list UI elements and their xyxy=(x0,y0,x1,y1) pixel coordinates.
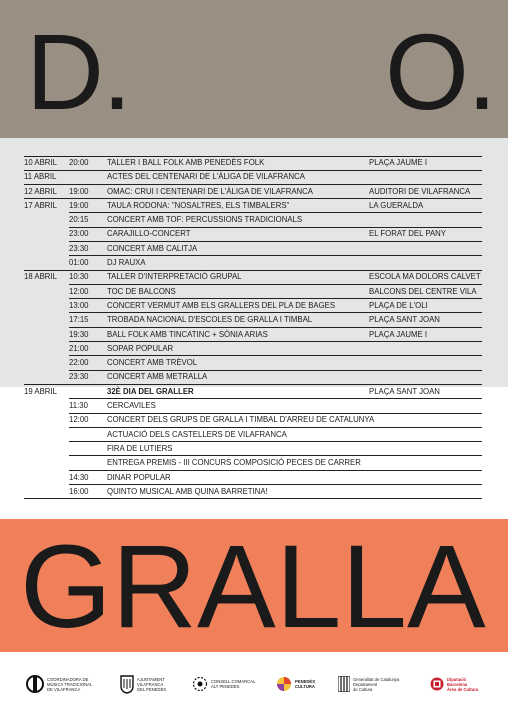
schedule-activity: TROBADA NACIONAL D'ESCOLES DE GRALLA I TIMBAL xyxy=(107,315,313,325)
schedule-place: PLAÇA JAUME I xyxy=(369,158,428,167)
schedule-row xyxy=(24,399,482,413)
schedule-time: 13:00 xyxy=(69,300,89,310)
logo-coordinadora xyxy=(26,670,92,698)
schedule-row xyxy=(24,270,482,284)
schedule-place: EL FORAT DEL PANY xyxy=(369,229,446,239)
schedule-activity: 32È DIA DEL GRALLER xyxy=(107,386,194,396)
schedule-activity: CONCERT AMB TOF: PERCUSSIONS TRADICIONALS xyxy=(107,215,303,225)
schedule-time: 20:00 xyxy=(69,158,89,167)
schedule-activity: FIRA DE LUTIERS xyxy=(107,443,173,453)
schedule-activity: CONCERT VERMUT AMB ELS GRALLERS DEL PLA DE BAGES xyxy=(107,300,336,310)
schedule-day: 19 ABRIL xyxy=(24,386,57,396)
schedule-time: 14:30 xyxy=(69,472,89,482)
schedule-activity: SOPAR POPULAR xyxy=(107,343,174,353)
penedes-cultura-icon xyxy=(276,676,292,692)
schedule-time: 11:30 xyxy=(69,401,88,411)
logo-text: Generalitat de Catalunya Departament de Cultura xyxy=(353,676,400,692)
schedule-day: 11 ABRIL xyxy=(24,172,57,182)
schedule-activity: OMAC: CRUI I CENTENARI DE L'ÀLIGA DE VILAFRANCA xyxy=(107,186,313,196)
schedule-place: PLAÇA DE L'OLI xyxy=(369,300,428,310)
header-band xyxy=(0,0,508,138)
logo-diputacio xyxy=(430,670,478,698)
logo-text: PENEDÈS CULTURA xyxy=(295,679,316,689)
logo-text: COORDINADORA DE MÚSICA TRADICIONAL DE VILAFRANCA xyxy=(47,676,93,692)
schedule-time: 23:30 xyxy=(69,372,89,382)
schedule-activity: CONCERT AMB TRÈVOL xyxy=(107,358,198,368)
schedule-table xyxy=(24,156,482,499)
schedule-place: AUDITORI DE VILAFRANCA xyxy=(369,186,471,196)
schedule-activity: CONCERT AMB METRALLA xyxy=(107,372,208,382)
schedule-activity: CONCERT DELS GRUPS DE GRALLA I TIMBAL D'ARREU DE CATALUNYA xyxy=(107,415,375,425)
schedule-row xyxy=(24,413,482,427)
schedule-row xyxy=(24,385,482,399)
schedule-time: 20:15 xyxy=(69,215,89,225)
schedule-day: 12 ABRIL xyxy=(24,186,57,196)
schedule-time: 19:30 xyxy=(69,329,89,339)
logo-generalitat xyxy=(338,670,399,698)
schedule-activity: CONCERT AMB CALITJA xyxy=(107,243,198,253)
footer-title: GRALLA xyxy=(20,521,486,653)
schedule-row xyxy=(24,370,482,384)
schedule-activity: ACTES DEL CENTENARI DE L'ÀLIGA DE VILAFRANCA xyxy=(107,172,305,182)
schedule-place: ESCOLA MA DOLORS CALVET xyxy=(369,272,481,282)
schedule-activity: BALL FOLK AMB TINCATINC + SÒNIA ARIAS xyxy=(107,329,268,339)
logo-penedes-cultura xyxy=(276,670,315,698)
schedule-time: 22:00 xyxy=(69,358,89,368)
schedule-time: 12:00 xyxy=(69,415,89,425)
diputacio-icon xyxy=(430,676,444,692)
schedule-row xyxy=(24,428,482,442)
schedule-place: LA GUERALDA xyxy=(369,200,424,210)
schedule-row xyxy=(24,199,482,213)
schedule-activity: TOC DE BALCONS xyxy=(107,286,176,296)
schedule-row xyxy=(24,342,482,356)
schedule-place: PLAÇA SANT JOAN xyxy=(369,386,440,396)
schedule-place: PLAÇA JAUME I xyxy=(369,329,428,339)
schedule-time: 01:00 xyxy=(69,258,89,268)
schedule-row xyxy=(24,170,482,184)
logo-text: Diputació Barcelona Àrea de Cultura xyxy=(447,676,479,692)
schedule-row xyxy=(24,213,482,227)
schedule-activity: ACTUACIÓ DELS CASTELLERS DE VILAFRANCA xyxy=(107,429,287,439)
sponsor-logos xyxy=(0,662,508,706)
logo-text: CONSELL COMARCAL ALT PENEDÈS xyxy=(211,679,256,689)
schedule-activity: DINAR POPULAR xyxy=(107,472,171,482)
schedule-day: 10 ABRIL xyxy=(24,158,57,167)
schedule-row xyxy=(24,313,482,327)
schedule-time: 16:00 xyxy=(69,486,89,496)
schedule-time: 12:00 xyxy=(69,286,89,296)
schedule-row xyxy=(24,456,482,470)
schedule-row xyxy=(24,285,482,299)
schedule-time: 23:30 xyxy=(69,243,89,253)
header-letter-o: O. xyxy=(385,11,496,132)
schedule-row xyxy=(24,471,482,485)
schedule-row xyxy=(24,442,482,456)
schedule-row xyxy=(24,328,482,342)
schedule-time: 21:00 xyxy=(69,343,89,353)
schedule-activity: TAULA RODONA: "NOSALTRES, ELS TIMBALERS" xyxy=(107,200,290,210)
schedule-row xyxy=(24,485,482,499)
schedule-place: PLAÇA SANT JOAN xyxy=(369,315,440,325)
schedule-activity: QUINTO MUSICAL AMB QUINA BARRETINA! xyxy=(107,486,268,496)
schedule-row xyxy=(24,227,482,241)
schedule-row xyxy=(24,185,482,199)
schedule-time: 23:00 xyxy=(69,229,89,239)
schedule-time: 17:15 xyxy=(69,315,89,325)
schedule-activity: ENTREGA PREMIS - III CONCURS COMPOSICIÓ PECES DE CARRER xyxy=(107,458,361,468)
header-letter-d: D. xyxy=(26,11,130,132)
schedule-activity: CARAJILLO-CONCERT xyxy=(107,229,191,239)
schedule-row xyxy=(24,256,482,270)
logo-text: AJUNTAMENT VILAFRANCA DEL PENEDÈS xyxy=(137,676,167,692)
row-rule xyxy=(24,498,482,499)
schedule-time: 19:00 xyxy=(69,200,89,210)
schedule-row xyxy=(24,156,482,170)
schedule-activity: TALLER D'INTERPRETACIÓ GRUPAL xyxy=(107,272,242,282)
schedule-activity: CERCAVILES xyxy=(107,401,156,411)
schedule-row xyxy=(24,299,482,313)
logo-consell xyxy=(192,670,255,698)
logo-ajuntament xyxy=(120,670,166,698)
schedule-time: 19:00 xyxy=(69,186,89,196)
schedule-time: 10:30 xyxy=(69,272,89,282)
schedule-row xyxy=(24,356,482,370)
ajuntament-shield-icon xyxy=(120,674,134,694)
schedule-day: 17 ABRIL xyxy=(24,200,57,210)
schedule-row xyxy=(24,242,482,256)
generalitat-icon xyxy=(338,676,350,692)
coordinadora-emblem-icon xyxy=(26,673,44,695)
schedule-activity: DJ RAUXA xyxy=(107,258,146,268)
schedule-day: 18 ABRIL xyxy=(24,272,57,282)
consell-comarcal-icon xyxy=(192,676,208,692)
schedule-place: BALCONS DEL CENTRE VILA xyxy=(369,286,477,296)
schedule-activity: TALLER I BALL FOLK AMB PENEDÈS FOLK xyxy=(107,158,265,167)
